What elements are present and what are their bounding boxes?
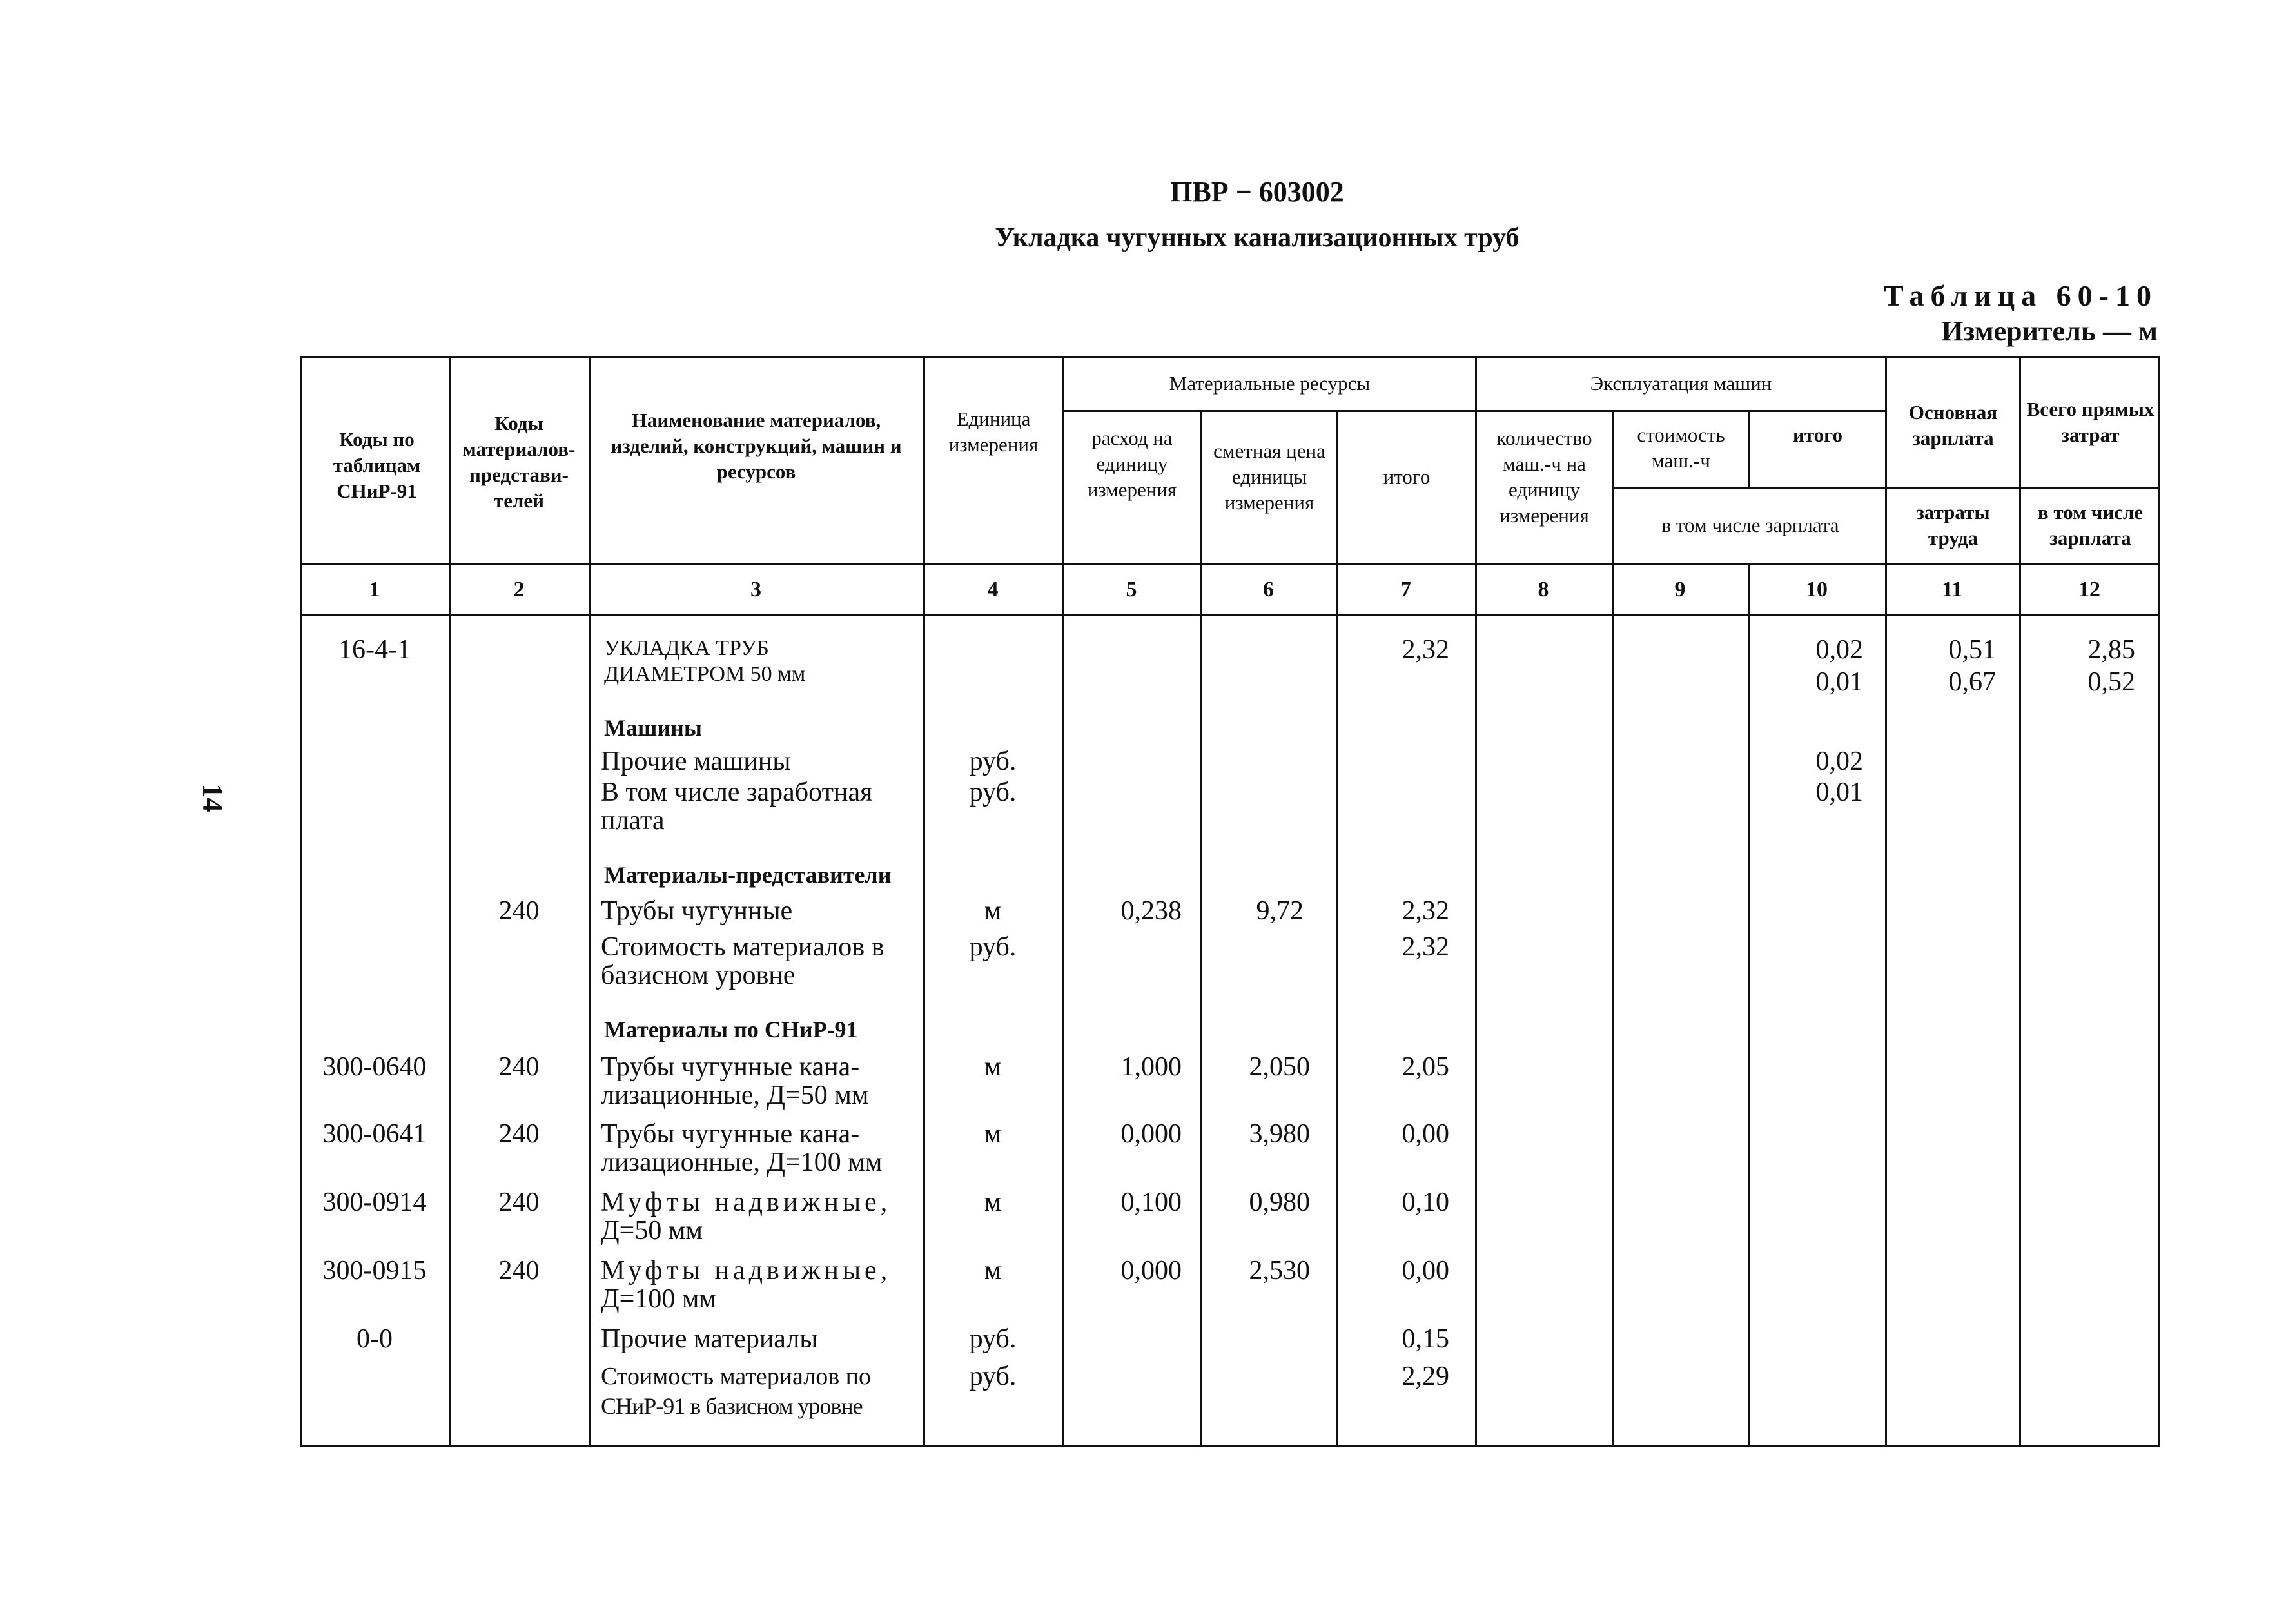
row-name: УКЛАДКА ТРУБ [604,636,769,660]
header-col-3: Наименование материалов, изделий, конструкций, машин и ресурсов [611,409,902,483]
header-col-8: количество маш.-ч на единицу измерения [1496,427,1592,527]
row-unit: м [984,1188,1002,1217]
row-consumption: 0,000 [1120,1119,1182,1149]
row-total: 2,32 [1402,635,1449,665]
row-code2: 240 [498,1256,540,1286]
row-machine-wage: 0,01 [1815,778,1863,807]
row-consumption: 0,238 [1120,896,1182,926]
header-col-6: сметная цена единицы измерения [1213,440,1325,514]
row-code: 0-0 [357,1324,393,1354]
row-price: 0,980 [1249,1188,1310,1217]
header-col-12-sub: в том числе зарплата [2037,501,2144,549]
header-col-7: итого [1383,465,1431,488]
col-number: 10 [1806,577,1828,602]
row-code2: 240 [498,1052,540,1082]
row-base-wage: 0,51 [1948,635,1996,665]
grid-line [589,356,591,1447]
row-total: 2,32 [1402,932,1449,962]
grid-line [300,614,2160,616]
col-number: 9 [1674,577,1686,602]
row-name: В том числе заработная [601,778,873,807]
col-number: 7 [1400,577,1411,602]
grid-line [1885,487,2160,489]
header-col-11: Основная зарплата [1908,401,1998,449]
section-heading: Машины [604,715,702,741]
meter-label: Измеритель — м [1941,315,2158,347]
header-group-machines: Эксплуатация машин [1590,372,1772,395]
col-number: 4 [987,577,999,602]
row-name: Муфты надвижные, [601,1188,892,1217]
row-total: 0,15 [1402,1324,1449,1354]
row-labor: 0,67 [1948,667,1996,697]
grid-line [1612,487,1885,489]
row-total: 2,29 [1402,1362,1449,1391]
row-code2: 240 [498,1119,540,1149]
row-code: 16-4-1 [338,635,411,665]
row-unit: м [984,1256,1002,1286]
header-col-5: расход на единицу измерения [1087,427,1177,501]
header-group-materials: Материальные ресурсы [1169,372,1371,395]
row-name: лизационные, Д=50 мм [601,1081,869,1110]
header-col-1: Коды по таблицам СНиР-91 [333,428,421,502]
row-code2: 240 [498,896,540,926]
row-name: Муфты надвижные, [601,1256,892,1286]
row-unit: руб. [969,747,1017,776]
row-code: 300-0640 [322,1052,427,1082]
header-col-10: итого [1793,424,1842,446]
row-price: 9,72 [1256,896,1304,926]
row-total-wage: 0,52 [2087,667,2135,697]
col-number: 3 [750,577,761,602]
header-col-9-10-sub: в том числе зарплата [1661,514,1839,536]
col-number: 5 [1126,577,1137,602]
row-unit: м [984,896,1002,926]
row-machine-total: 0,02 [1815,747,1863,776]
row-code: 300-0914 [322,1188,427,1217]
document-title: Укладка чугунных канализационных труб [995,223,1520,253]
col-number: 6 [1263,577,1274,602]
table-label: Таблица 60-10 [1883,279,2158,312]
header-col-12: Всего прямых затрат [2026,398,2155,446]
row-total: 0,00 [1402,1119,1449,1149]
row-code: 300-0641 [322,1119,427,1149]
header-col-2: Коды материалов-представи-телей [462,412,576,512]
row-machine-total: 0,02 [1815,635,1863,665]
row-name: Прочие машины [601,747,791,776]
row-unit: руб. [969,932,1017,962]
row-price: 2,530 [1249,1256,1310,1286]
row-name: Д=100 мм [601,1284,716,1314]
header-col-11-sub: затраты труда [1916,501,1990,549]
col-number: 1 [369,577,380,602]
row-unit: руб. [969,1324,1017,1354]
header-col-4: Единица измерения [948,407,1039,456]
row-consumption: 0,000 [1120,1256,1182,1286]
col-number: 2 [513,577,525,602]
col-number: 11 [1941,577,1963,602]
row-unit: м [984,1119,1002,1149]
row-price: 3,980 [1249,1119,1310,1149]
row-name: СНиР-91 в базисном уровне [601,1393,863,1419]
row-name: плата [601,806,665,836]
row-name: ДИАМЕТРОМ 50 мм [604,662,806,686]
row-name: лизационные, Д=100 мм [601,1148,883,1177]
row-name: Стоимость материалов в [601,932,884,962]
row-total: 2,05 [1402,1052,1449,1082]
page-number: 14 [197,783,229,812]
row-machine-wage: 0,01 [1815,667,1863,697]
col-number: 12 [2078,577,2100,602]
grid-line [1062,410,1475,412]
document-code: ПВР − 603002 [1170,176,1344,208]
row-code: 300-0915 [322,1256,427,1286]
row-price: 2,050 [1249,1052,1310,1082]
row-name: Стоимость материалов по [601,1363,872,1390]
row-name: Трубы чугунные кана- [601,1119,860,1149]
row-name: Прочие материалы [601,1324,818,1354]
row-name: Трубы чугунные [601,896,793,926]
row-total: 2,32 [1402,896,1449,926]
header-col-9: стоимость маш.-ч [1637,424,1725,472]
col-number: 8 [1538,577,1549,602]
row-unit: руб. [969,1362,1017,1391]
section-heading: Материалы-представители [604,862,892,888]
row-code2: 240 [498,1188,540,1217]
row-unit: м [984,1052,1002,1082]
row-name: Д=50 мм [601,1216,703,1246]
row-unit: руб. [969,778,1017,807]
row-total: 0,00 [1402,1256,1449,1286]
row-name: Трубы чугунные кана- [601,1052,860,1082]
row-consumption: 1,000 [1120,1052,1182,1082]
section-heading: Материалы по СНиР-91 [604,1017,858,1042]
row-total-direct: 2,85 [2087,635,2135,665]
row-name: базисном уровне [601,961,796,990]
row-total: 0,10 [1402,1188,1449,1217]
grid-line [1475,410,1885,412]
row-consumption: 0,100 [1120,1188,1182,1217]
